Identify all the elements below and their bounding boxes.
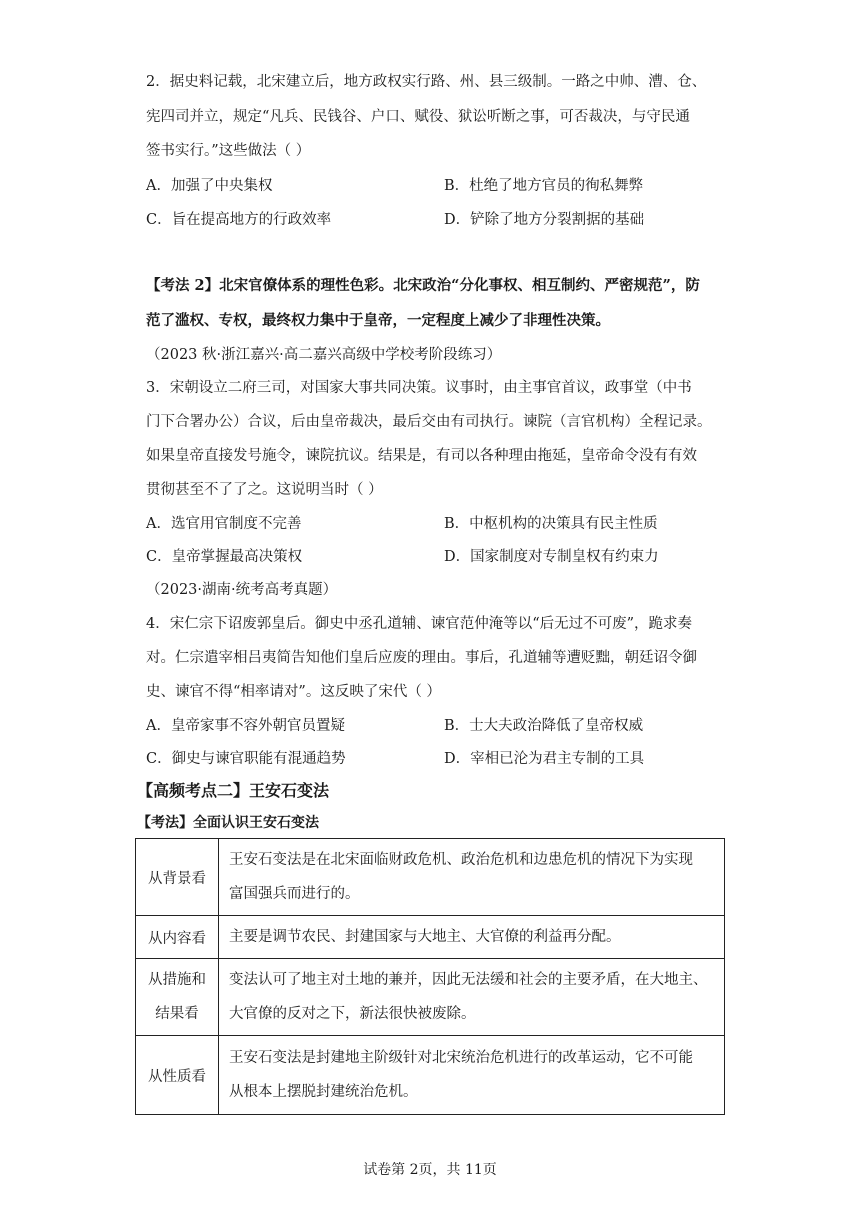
kaofa2-line-2: 范了滥权、专权，最终权力集中于皇帝，一定程度上减少了非理性决策。 — [146, 312, 610, 329]
q2-line-3: 签书实行。”这些做法（ ） — [146, 143, 311, 159]
wang-anshi-reform-table — [135, 838, 725, 1115]
q4-option-c[interactable]: C．御史与谏官职能有混通趋势 — [146, 751, 346, 767]
table-row-content — [219, 839, 725, 916]
q3-option-d[interactable]: D．国家制度对专制皇权有约束力 — [444, 549, 659, 565]
page-footer: 试卷第 2页，共 11页 — [363, 1162, 497, 1178]
table-row — [136, 839, 725, 916]
q2-line-2: 宪四司并立，规定“凡兵、民钱谷、户口、赋役、狱讼听断之事，可否裁决，与守民通 — [146, 109, 690, 125]
q3-line-3: 如果皇帝直接发号施令，谏院抗议。结果是，有司以各种理由拖延，皇帝命令没有有效 — [146, 448, 697, 464]
q4-source: （2023·湖南·统考高考真题） — [146, 582, 338, 598]
table-row-text: 主要是调节农民、封建国家与大地主、大官僚的利益再分配。 — [229, 929, 621, 945]
q4-line-2: 对。仁宗遣宰相吕夷简告知他们皇后应废的理由。事后，孔道辅等遭贬黜，朝廷诏令御 — [146, 650, 697, 666]
table-row-text: 从根本上摆脱封建统治危机。 — [229, 1084, 418, 1100]
table-row-content — [219, 916, 725, 959]
table-row-text: 王安石变法是封建地主阶级针对北宋统治危机进行的改革运动，它不可能 — [229, 1050, 693, 1066]
q2-option-d[interactable]: D．铲除了地方分裂割据的基础 — [444, 212, 645, 228]
table-row-text: 富国强兵而进行的。 — [229, 886, 360, 902]
table-row-label: 从背景看 — [136, 839, 219, 916]
q2-option-a[interactable]: A．加强了中央集权 — [146, 178, 273, 194]
q4-option-d[interactable]: D．宰相已沦为君主专制的工具 — [444, 751, 645, 767]
q3-option-a[interactable]: A．选官用官制度不完善 — [146, 516, 302, 532]
q3-option-c[interactable]: C．皇帝掌握最高决策权 — [146, 549, 303, 565]
q3-line-4: 贯彻甚至不了了之。这说明当时（ ） — [146, 482, 383, 498]
q4-line-3: 史、谏官不得“相率请对”。这反映了宋代（ ） — [146, 684, 441, 700]
table-row — [136, 916, 725, 959]
table-row-text: 变法认可了地主对土地的兼并，因此无法缓和社会的主要矛盾，在大地主、 — [229, 972, 708, 988]
section2-heading: 【高频考点二】王安石变法 — [137, 781, 330, 800]
q3-line-1: 3．宋朝设立二府三司，对国家大事共同决策。议事时，由主事官首议，政事堂（中书 — [146, 380, 692, 396]
table-row-label — [136, 959, 219, 1036]
table-row-content — [219, 1036, 725, 1115]
table-row-label-line: 从措施和 — [148, 972, 206, 988]
table-row-label: 从内容看 — [136, 916, 219, 959]
section2-subheading: 【考法】全面认识王安石变法 — [137, 815, 319, 831]
q4-option-a[interactable]: A．皇帝家事不容外朝官员置疑 — [146, 718, 345, 734]
table-row — [136, 959, 725, 1036]
table-row-label-line: 结果看 — [155, 1006, 199, 1022]
table-row-text: 大官僚的反对之下，新法很快被废除。 — [229, 1006, 476, 1022]
kaofa2-line-1: 【考法 2】北宋官僚体系的理性色彩。北宋政治“分化事权、相互制约、严密规范”，防 — [146, 277, 700, 294]
q3-option-b[interactable]: B．中枢机构的决策具有民主性质 — [444, 516, 658, 532]
q3-source: （2023 秋·浙江嘉兴·高二嘉兴高级中学校考阶段练习） — [146, 347, 502, 363]
q2-line-1: 2．据史料记载，北宋建立后，地方政权实行路、州、县三级制。一路之中帅、漕、仓、 — [146, 74, 707, 90]
table-row-label: 从性质看 — [136, 1036, 219, 1115]
table-row-content — [219, 959, 725, 1036]
q3-line-2: 门下合署办公）合议，后由皇帝裁决，最后交由有司执行。谏院（言官机构）全程记录。 — [146, 414, 712, 430]
q2-option-b[interactable]: B．杜绝了地方官员的徇私舞弊 — [444, 178, 644, 194]
q4-option-b[interactable]: B．士大夫政治降低了皇帝权威 — [444, 718, 644, 734]
table-row — [136, 1036, 725, 1115]
q4-line-1: 4．宋仁宗下诏废郭皇后。御史中丞孔道辅、谏官范仲淹等以“后无过不可废”，跪求奏 — [146, 616, 693, 632]
q2-option-c[interactable]: C．旨在提高地方的行政效率 — [146, 212, 332, 228]
table-row-text: 王安石变法是在北宋面临财政危机、政治危机和边患危机的情况下为实现 — [229, 852, 693, 868]
